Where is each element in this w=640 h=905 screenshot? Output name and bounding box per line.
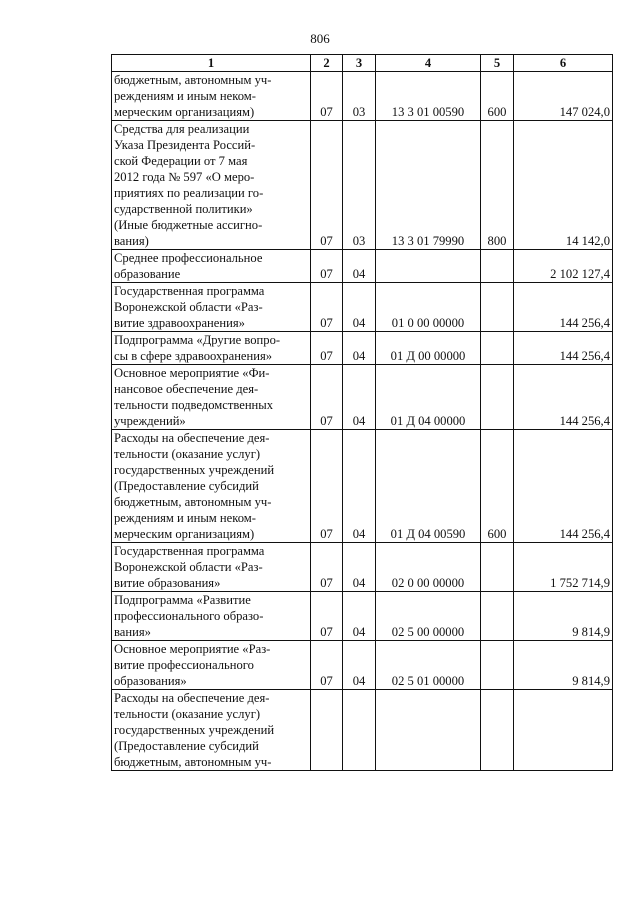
section-code: 07 (311, 365, 343, 430)
subsection-code: 04 (343, 430, 376, 543)
table-row (112, 121, 613, 250)
description-line: (Иные бюджетные ассигно- (114, 218, 263, 232)
description-line: образования» (114, 674, 187, 688)
target-article-code: 13 3 01 00590 (376, 72, 481, 121)
amount: 144 256,4 (514, 283, 613, 332)
row-description (112, 250, 311, 283)
description-line: витие образования» (114, 576, 221, 590)
description-line: государственных учреждений (114, 723, 275, 737)
subsection-code: 04 (343, 250, 376, 283)
description-line: сы в сфере здравоохранения» (114, 349, 273, 363)
amount: 144 256,4 (514, 430, 613, 543)
table-row (112, 72, 613, 121)
column-header-2: 2 (311, 55, 343, 72)
description-line: Воронежской области «Раз- (114, 300, 263, 314)
table-row (112, 332, 613, 365)
description-line: тельности (оказание услуг) (114, 447, 261, 461)
target-article-code: 01 0 00 00000 (376, 283, 481, 332)
description-line: реждениям и иным неком- (114, 511, 256, 525)
description-line: тельности подведомственных (114, 398, 274, 412)
row-description (112, 690, 311, 771)
expense-type-code (481, 365, 514, 430)
section-code: 07 (311, 250, 343, 283)
row-description (112, 641, 311, 690)
description-line: государственных учреждений (114, 463, 275, 477)
section-code: 07 (311, 283, 343, 332)
subsection-code: 04 (343, 332, 376, 365)
expense-type-code: 600 (481, 72, 514, 121)
table-row (112, 283, 613, 332)
subsection-code (343, 690, 376, 771)
section-code: 07 (311, 72, 343, 121)
description-line: Воронежской области «Раз- (114, 560, 263, 574)
subsection-code: 04 (343, 641, 376, 690)
section-code: 07 (311, 641, 343, 690)
description-line: Подпрограмма «Другие вопро- (114, 333, 281, 347)
subsection-code: 04 (343, 592, 376, 641)
table-row (112, 690, 613, 771)
section-code: 07 (311, 592, 343, 641)
row-description (112, 430, 311, 543)
amount: 1 752 714,9 (514, 543, 613, 592)
section-code: 07 (311, 430, 343, 543)
description-line: вания» (114, 625, 151, 639)
column-header-6: 6 (514, 55, 613, 72)
row-description (112, 72, 311, 121)
description-line: нансовое обеспечение дея- (114, 382, 259, 396)
page-number: 806 (310, 31, 330, 46)
row-description (112, 332, 311, 365)
expense-type-code (481, 250, 514, 283)
target-article-code: 02 5 00 00000 (376, 592, 481, 641)
table-body (112, 72, 613, 771)
description-line: профессионального образо- (114, 609, 264, 623)
target-article-code (376, 690, 481, 771)
description-line: витие здравоохранения» (114, 316, 245, 330)
table-row (112, 250, 613, 283)
section-code: 07 (311, 332, 343, 365)
target-article-code: 01 Д 00 00000 (376, 332, 481, 365)
column-header-3: 3 (343, 55, 376, 72)
table-row (112, 430, 613, 543)
description-line: вания) (114, 234, 149, 248)
subsection-code: 04 (343, 283, 376, 332)
row-description (112, 543, 311, 592)
expense-type-code (481, 690, 514, 771)
subsection-code: 04 (343, 365, 376, 430)
amount: 9 814,9 (514, 641, 613, 690)
expense-type-code (481, 641, 514, 690)
target-article-code: 13 3 01 79990 (376, 121, 481, 250)
description-line: бюджетным, автономным уч- (114, 73, 272, 87)
description-line: реждениям и иным неком- (114, 89, 256, 103)
target-article-code: 02 5 01 00000 (376, 641, 481, 690)
section-code: 07 (311, 121, 343, 250)
description-line: Расходы на обеспечение дея- (114, 431, 270, 445)
amount: 9 814,9 (514, 592, 613, 641)
description-line: мерческим организациям) (114, 527, 255, 541)
row-description (112, 365, 311, 430)
row-description (112, 283, 311, 332)
description-line: Основное мероприятие «Раз- (114, 642, 271, 656)
row-description (112, 121, 311, 250)
section-code: 07 (311, 543, 343, 592)
column-header-5: 5 (481, 55, 514, 72)
description-line: мерческим организациям) (114, 105, 255, 119)
column-header-4: 4 (376, 55, 481, 72)
description-line: Государственная программа (114, 284, 265, 298)
amount: 14 142,0 (514, 121, 613, 250)
description-line: бюджетным, автономным уч- (114, 495, 272, 509)
description-line: Средства для реализации (114, 122, 250, 136)
target-article-code (376, 250, 481, 283)
column-header-1: 1 (112, 55, 311, 72)
description-line: учреждений» (114, 414, 186, 428)
description-line: тельности (оказание услуг) (114, 707, 261, 721)
description-line: (Предоставление субсидий (114, 479, 259, 493)
subsection-code: 04 (343, 543, 376, 592)
description-line: Расходы на обеспечение дея- (114, 691, 270, 705)
section-code (311, 690, 343, 771)
description-line: Подпрограмма «Развитие (114, 593, 251, 607)
expense-type-code (481, 543, 514, 592)
amount: 144 256,4 (514, 332, 613, 365)
table-header-row (112, 55, 613, 72)
description-line: Среднее профессиональное (114, 251, 263, 265)
description-line: Указа Президента Россий- (114, 138, 256, 152)
expense-type-code: 600 (481, 430, 514, 543)
description-line: Основное мероприятие «Фи- (114, 366, 270, 380)
expense-type-code: 800 (481, 121, 514, 250)
description-line: приятиях по реализации го- (114, 186, 264, 200)
target-article-code: 01 Д 04 00000 (376, 365, 481, 430)
subsection-code: 03 (343, 72, 376, 121)
expense-type-code (481, 592, 514, 641)
description-line: ской Федерации от 7 мая (114, 154, 248, 168)
description-line: образование (114, 267, 181, 281)
subsection-code: 03 (343, 121, 376, 250)
table-row (112, 543, 613, 592)
description-line: сударственной политики» (114, 202, 253, 216)
description-line: (Предоставление субсидий (114, 739, 259, 753)
amount: 2 102 127,4 (514, 250, 613, 283)
expense-type-code (481, 283, 514, 332)
row-description (112, 592, 311, 641)
description-line: бюджетным, автономным уч- (114, 755, 272, 769)
amount: 147 024,0 (514, 72, 613, 121)
target-article-code: 01 Д 04 00590 (376, 430, 481, 543)
budget-table (111, 54, 613, 771)
description-line: 2012 года № 597 «О меро- (114, 170, 255, 184)
description-line: витие профессионального (114, 658, 254, 672)
amount (514, 690, 613, 771)
amount: 144 256,4 (514, 365, 613, 430)
target-article-code: 02 0 00 00000 (376, 543, 481, 592)
expense-type-code (481, 332, 514, 365)
table-row (112, 365, 613, 430)
table-row (112, 641, 613, 690)
table-row (112, 592, 613, 641)
description-line: Государственная программа (114, 544, 265, 558)
